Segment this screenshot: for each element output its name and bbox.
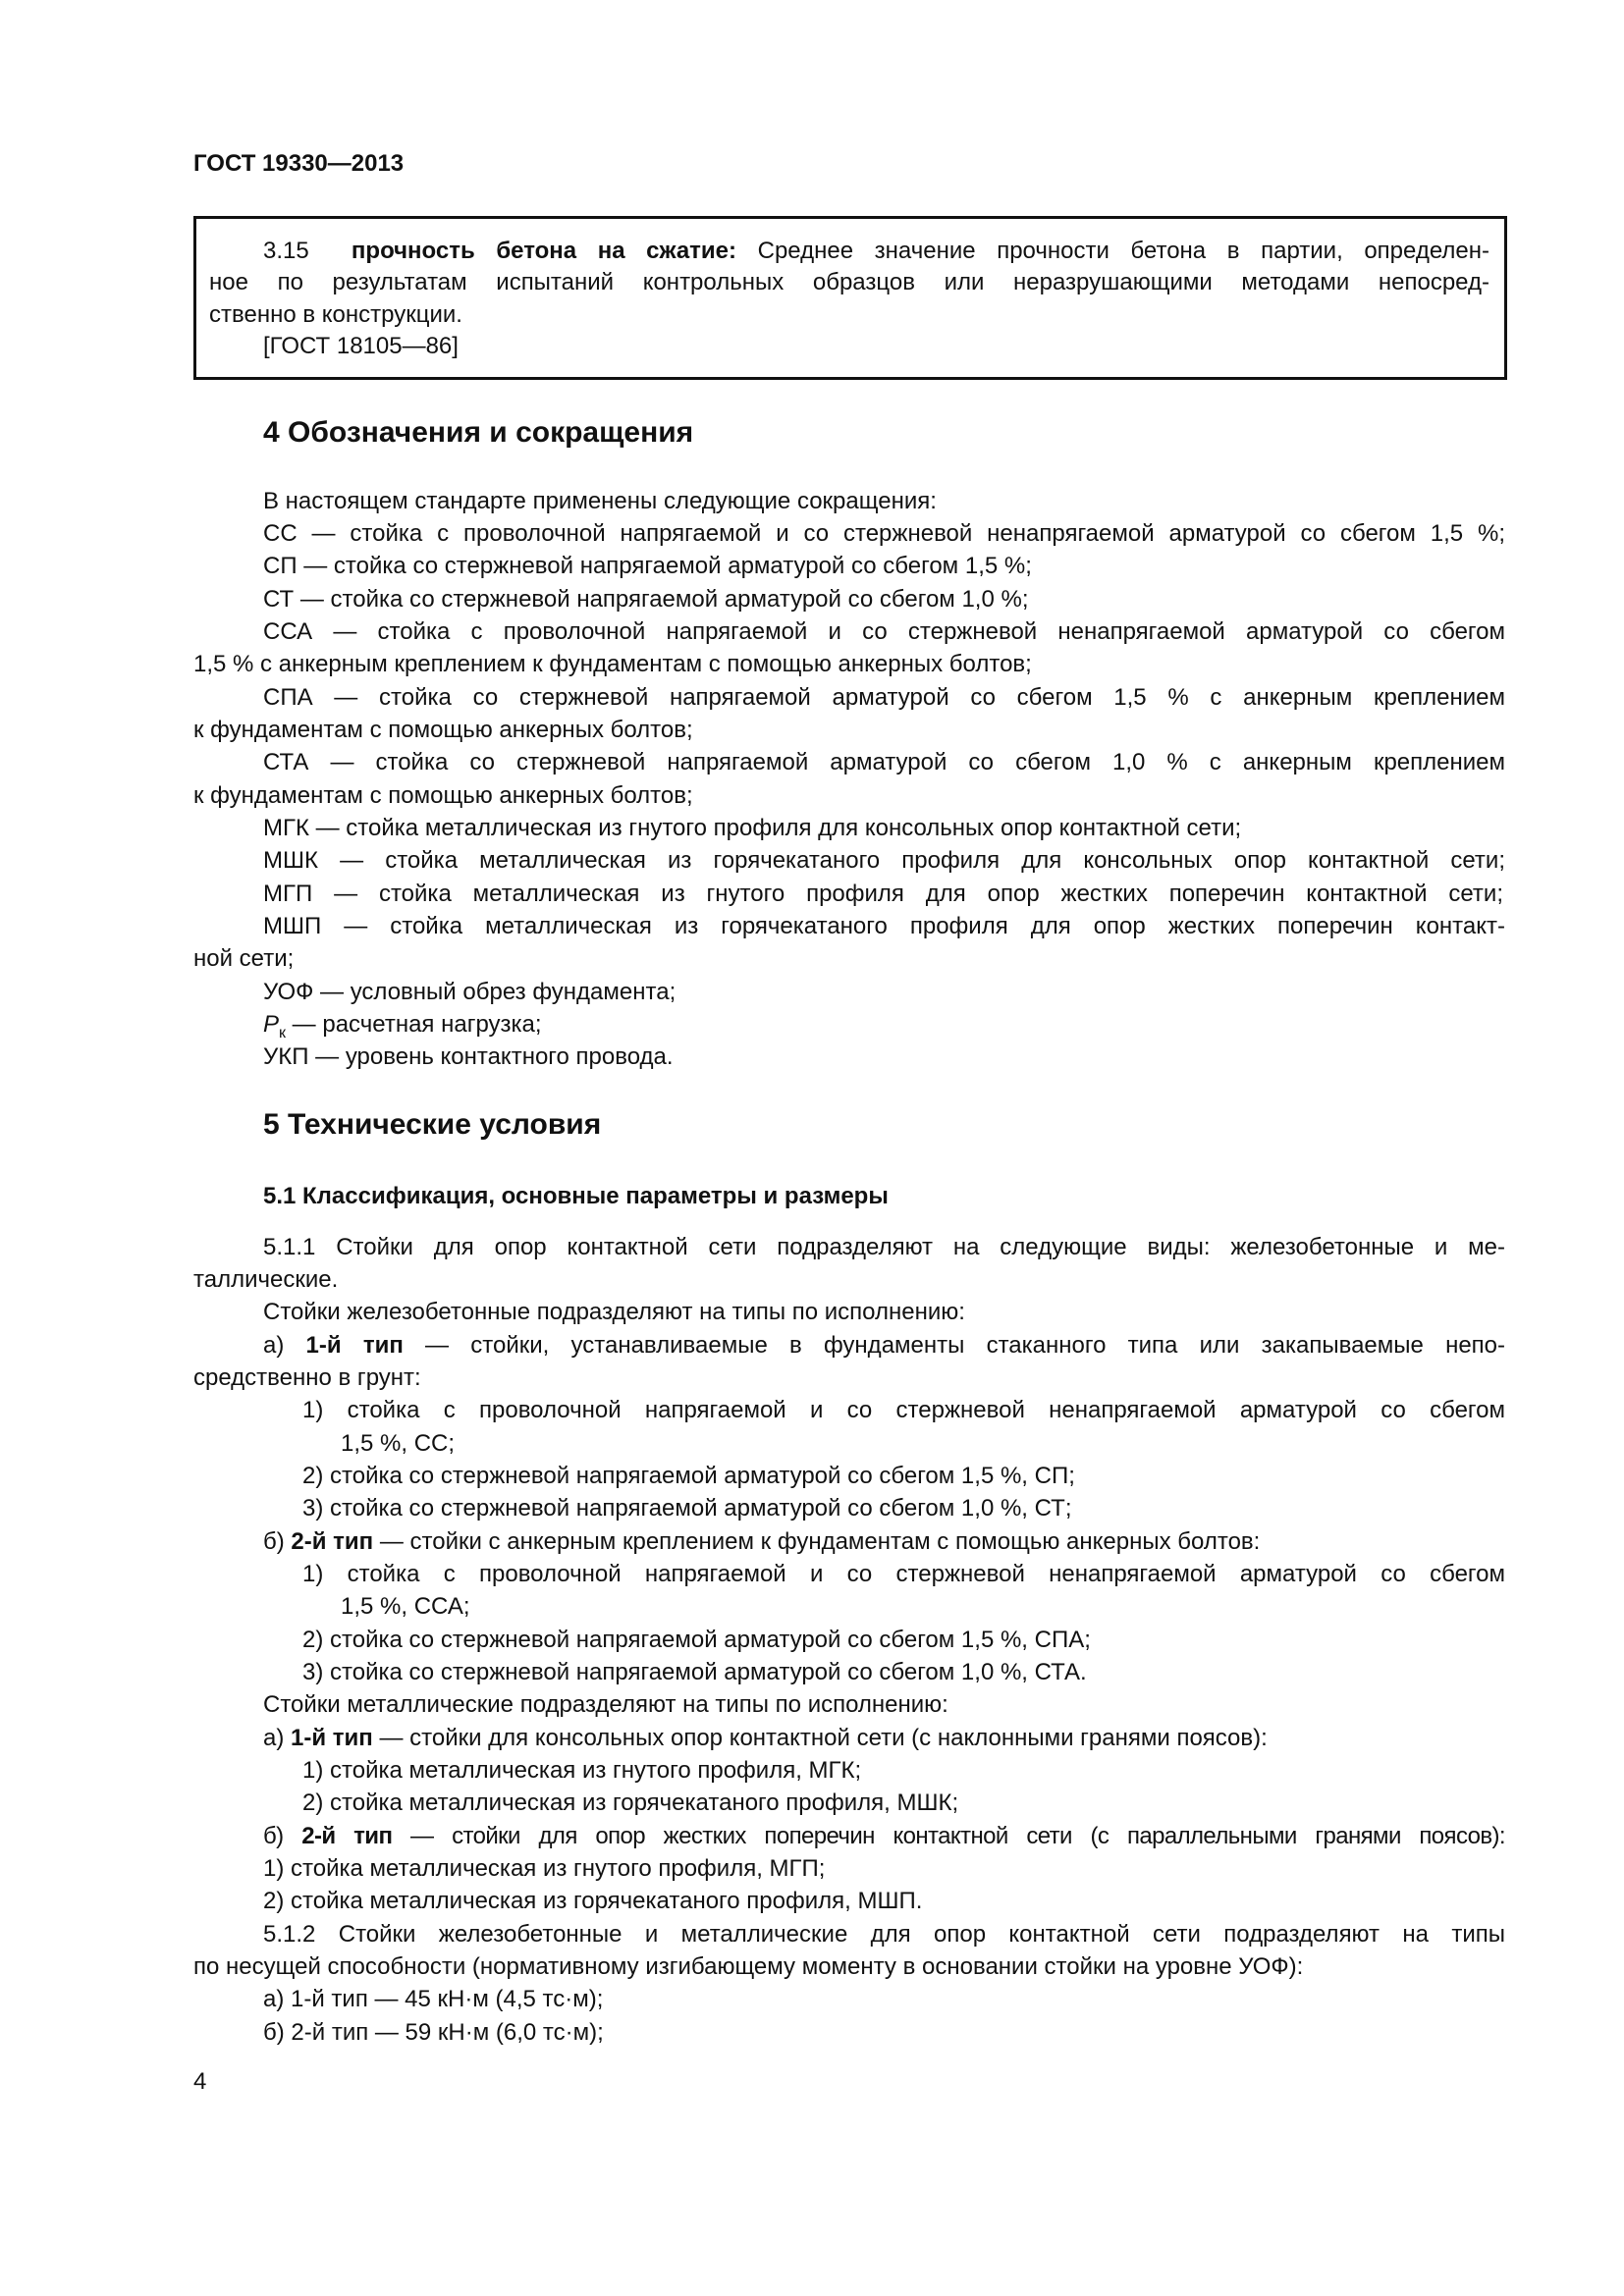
abbrev-spa: СПА — стойка со стержневой напрягаемой арматурой со сбегом 1,5 % с анкерным креплением (263, 684, 1505, 711)
type-label: 1-й тип (305, 1332, 404, 1359)
metal-type-2 (263, 1820, 1505, 1852)
rc-type-2 (263, 1525, 1260, 1558)
capacity-type-1: а) 1-й тип — 45 кН·м (4,5 тс·м); (263, 1986, 604, 2012)
type-description: — стойки, устанавливаемые в фундаменты стаканного типа или закапываемые непо- (403, 1332, 1505, 1359)
metal-type-1 (263, 1722, 1268, 1754)
abbrev-cca: ССА — стойка с проволочной напрягаемой и со стержневой ненапрягаемой арматурой со сбегом (263, 618, 1505, 645)
metal-type-2-item-2: 2) стойка металлическая из горячекатаного профиля, МШП. (263, 1888, 923, 1914)
type-description: — стойки для опор жестких поперечин контактной сети (с параллельными гранями поясов): (392, 1823, 1505, 1849)
clause-5-1-2: 5.1.2 Стойки железобетонные и металлические для опор контактной сети подразделяют на типы (263, 1921, 1505, 1948)
abbrev-pk (263, 1008, 542, 1041)
abbrev-mshp: МШП — стойка металлическая из горячекатаного профиля для опор жестких поперечин контакт- (263, 913, 1505, 939)
rc-type-1-item-3: 3) стойка со стержневой напрягаемой арматурой со сбегом 1,0 %, СТ; (302, 1495, 1072, 1522)
list-marker: б) (263, 1528, 292, 1555)
document-id-header: ГОСТ 19330—2013 (193, 150, 405, 177)
abbrev-ukp: УКП — уровень контактного провода. (263, 1043, 674, 1070)
type-label: 2-й тип (291, 1528, 374, 1555)
metal-type-1-item-1: 1) стойка металлическая из гнутого профиля, МГК; (302, 1757, 862, 1784)
rc-type-2-item-3: 3) стойка со стержневой напрягаемой арматурой со сбегом 1,0 %, СТА. (302, 1659, 1087, 1685)
type-label: 1-й тип (291, 1725, 373, 1751)
rc-type-2-item-1: 1) стойка с проволочной напрягаемой и со стержневой ненапрягаемой арматурой со сбегом (302, 1561, 1505, 1587)
clause-5-1-1-cont: таллические. (193, 1266, 339, 1293)
definition-number: 3.15 (263, 238, 309, 264)
subsection-5-1-heading: 5.1 Классификация, основные параметры и размеры (263, 1183, 889, 1209)
page-number: 4 (193, 2068, 207, 2095)
pk-text: — расчетная нагрузка; (286, 1011, 542, 1038)
abbrev-mgp: МГП — стойка металлическая из гнутого профиля для опор жестких поперечин контактной сети; (263, 881, 1503, 907)
abbrev-cc: СС — стойка с проволочной напрягаемой и со стержневой ненапрягаемой арматурой со сбегом 1,5 %; (263, 520, 1505, 547)
abbrev-st: СТ — стойка со стержневой напрягаемой арматурой со сбегом 1,0 %; (263, 586, 1029, 613)
rc-type-1-cont: средственно в грунт: (193, 1364, 421, 1391)
definition-line-2: ное по результатам испытаний контрольных образцов или неразрушающими методами непосред- (209, 269, 1489, 295)
metal-type-2-item-1: 1) стойка металлическая из гнутого профиля, МГП; (263, 1855, 826, 1882)
rc-type-1-item-1-cont: 1,5 %, СС; (341, 1430, 456, 1457)
pk-subscript: к (279, 1025, 287, 1041)
rc-type-1-item-1: 1) стойка с проволочной напрягаемой и со стержневой ненапрягаемой арматурой со сбегом (302, 1397, 1505, 1423)
type-description: — стойки с анкерным креплением к фундаментам с помощью анкерных болтов: (373, 1528, 1261, 1555)
definition-line-3: ственно в конструкции. (209, 301, 462, 328)
abbrev-sta: СТА — стойка со стержневой напрягаемой арматурой со сбегом 1,0 % с анкерным креплением (263, 749, 1505, 775)
definition-text: Среднее значение прочности бетона в партии, определен- (757, 238, 1489, 264)
abbrev-spa-cont: к фундаментам с помощью анкерных болтов; (193, 717, 693, 743)
list-marker: б) (263, 1823, 302, 1849)
rc-type-2-item-2: 2) стойка со стержневой напрягаемой арматурой со сбегом 1,5 %, СПА; (302, 1627, 1091, 1653)
metal-type-1-item-2: 2) стойка металлическая из горячекатаного профиля, МШК; (302, 1789, 959, 1816)
abbrev-sta-cont: к фундаментам с помощью анкерных болтов; (193, 782, 693, 809)
abbrev-mgk: МГК — стойка металлическая из гнутого профиля для консольных опор контактной сети; (263, 815, 1242, 841)
clause-5-1-1: 5.1.1 Стойки для опор контактной сети подразделяют на следующие виды: железобетонные и ме- (263, 1234, 1505, 1260)
abbrev-sp: СП — стойка со стержневой напрягаемой арматурой со сбегом 1,5 %; (263, 553, 1032, 579)
section-5-heading: 5 Технические условия (263, 1108, 602, 1141)
abbrev-cca-cont: 1,5 % с анкерным креплением к фундаментам с помощью анкерных болтов; (193, 651, 1032, 677)
capacity-type-2: б) 2-й тип — 59 кН·м (6,0 тс·м); (263, 2019, 604, 2046)
rc-type-1 (263, 1329, 1505, 1362)
clause-5-1-2-cont: по несущей способности (нормативному изгибающему моменту в основании стойки на уровне УОФ): (193, 1953, 1304, 1980)
list-marker: а) (263, 1332, 306, 1359)
definition-term: прочность бетона на сжатие: (351, 238, 737, 264)
section-4-heading: 4 Обозначения и сокращения (263, 416, 694, 449)
definition-line-1 (263, 235, 1489, 267)
abbrev-mshp-cont: ной сети; (193, 945, 295, 972)
type-description: — стойки для консольных опор контактной сети (с наклонными гранями поясов): (372, 1725, 1268, 1751)
definition-source: [ГОСТ 18105—86] (263, 333, 459, 359)
type-label: 2-й тип (301, 1823, 393, 1849)
abbrev-mshk: МШК — стойка металлическая из горячекатаного профиля для консольных опор контактной сети; (263, 847, 1505, 874)
pk-symbol: P (263, 1011, 280, 1038)
metal-types-intro: Стойки металлические подразделяют на типы по исполнению: (263, 1691, 948, 1718)
abbrev-intro: В настоящем стандарте применены следующие сокращения: (263, 488, 937, 514)
rc-types-intro: Стойки железобетонные подразделяют на типы по исполнению: (263, 1299, 965, 1325)
rc-type-2-item-1-cont: 1,5 %, ССА; (341, 1593, 470, 1620)
list-marker: а) (263, 1725, 292, 1751)
rc-type-1-item-2: 2) стойка со стержневой напрягаемой арматурой со сбегом 1,5 %, СП; (302, 1463, 1075, 1489)
abbrev-uof: УОФ — условный обрез фундамента; (263, 979, 677, 1005)
